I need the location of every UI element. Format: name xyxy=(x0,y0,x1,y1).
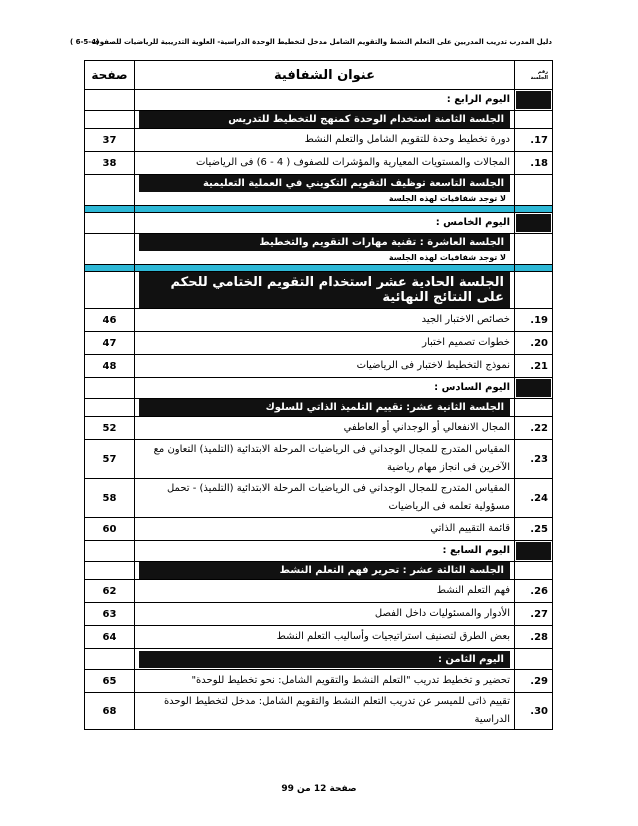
day-row xyxy=(85,541,553,562)
item-page: 65 xyxy=(85,670,135,693)
table-row xyxy=(85,309,553,332)
item-number: 22. xyxy=(515,417,553,440)
session-row xyxy=(85,175,553,206)
item-number: 30. xyxy=(515,693,553,730)
item-title: المقياس المتدرج للمجال الوجداني فى الرياضيات المرحلة الابتدائية (التلميذ) - تحمل مسؤولية تعلمه فى الرياضيات xyxy=(135,479,515,518)
table-row xyxy=(85,670,553,693)
item-number: 17. xyxy=(515,129,553,152)
table-row xyxy=(85,355,553,378)
item-title: المقياس المتدرج للمجال الوجداني فى الرياضيات المرحلة الابتدائية (التلميذ) التعاون مع الآخرين فى انجاز مهام رياضية xyxy=(135,440,515,479)
item-title: المجال الانفعالي أو الوجداني أو العاطفي xyxy=(135,417,515,440)
session-title: الجلسة الثامنة استخدام الوحدة كمنهج للتخطيط للتدريس xyxy=(139,111,510,128)
session-row xyxy=(85,234,553,265)
table-row xyxy=(85,580,553,603)
session-row xyxy=(85,562,553,580)
day-label: اليوم السادس : xyxy=(135,378,515,399)
session-title: الجلسة الثانية عشر: تقييم التلميذ الذاتي للسلوك xyxy=(139,399,510,416)
day-marker xyxy=(516,542,551,560)
item-number: 27. xyxy=(515,603,553,626)
day-marker xyxy=(516,91,551,109)
item-title: خصائص الاختبار الجيد xyxy=(135,309,515,332)
item-title: نموذج التخطيط لاختبار فى الرياضيات xyxy=(135,355,515,378)
item-title: قائمة التقييم الذاتي xyxy=(135,518,515,541)
day-label: اليوم الرابع : xyxy=(135,90,515,111)
item-page: 38 xyxy=(85,152,135,175)
item-number: 29. xyxy=(515,670,553,693)
no-slides-note: لا توجد شفافيات لهذه الجلسة xyxy=(388,194,506,203)
column-header-num: رقم الجلسة xyxy=(515,61,553,90)
separator xyxy=(85,206,553,213)
column-header-title: عنوان الشفافية xyxy=(135,61,515,90)
table-row xyxy=(85,152,553,175)
item-number: 18. xyxy=(515,152,553,175)
table-row xyxy=(85,417,553,440)
item-title: تقييم ذاتى للميسر عن تدريب التعلم النشط والتقويم الشامل: مدخل لتخطيط الوحدة الدراسية xyxy=(135,693,515,730)
item-title: بعض الطرق لتصنيف استراتيجيات وأساليب التعلم النشط xyxy=(135,626,515,649)
item-page: 37 xyxy=(85,129,135,152)
item-title: فهم التعلم النشط xyxy=(135,580,515,603)
session-title: الجلسة العاشرة : تقنية مهارات التقويم والتخطيط xyxy=(139,234,510,251)
item-number: 19. xyxy=(515,309,553,332)
item-number: 25. xyxy=(515,518,553,541)
table-row xyxy=(85,626,553,649)
no-slides-note: لا توجد شفافيات لهذه الجلسة xyxy=(388,253,506,262)
session-row xyxy=(85,399,553,417)
page-footer: صفحة 12 من 99 xyxy=(281,784,357,794)
item-page: 68 xyxy=(85,693,135,730)
table-row xyxy=(85,129,553,152)
contents-table xyxy=(84,60,553,730)
item-number: 24. xyxy=(515,479,553,518)
day-label: اليوم السابع : xyxy=(135,541,515,562)
item-title: المجالات والمستويات المعيارية والمؤشرات للصفوف ( 4 - 6) فى الرياضيات xyxy=(135,152,515,175)
table-row xyxy=(85,693,553,730)
table-row xyxy=(85,603,553,626)
item-page: 64 xyxy=(85,626,135,649)
item-page: 46 xyxy=(85,309,135,332)
item-title: خطوات تصميم اختبار xyxy=(135,332,515,355)
item-number: 26. xyxy=(515,580,553,603)
item-page: 60 xyxy=(85,518,135,541)
column-header-page: صفحة xyxy=(85,61,135,90)
item-page: 52 xyxy=(85,417,135,440)
day-row xyxy=(85,649,553,670)
day-row xyxy=(85,378,553,399)
session-title: الجلسة الحادية عشر استخدام التقويم الختامي للحكم على النتائج النهائية xyxy=(139,272,510,308)
table-row xyxy=(85,479,553,518)
day-marker xyxy=(516,379,551,397)
day-label: اليوم الخامس : xyxy=(135,213,515,234)
item-page: 62 xyxy=(85,580,135,603)
header-code: ( 6-5-4) xyxy=(70,38,100,46)
table-row xyxy=(85,332,553,355)
session-title: الجلسة التاسعة توظيف التقويم التكويني في العملية التعليمية xyxy=(139,175,510,192)
day-marker xyxy=(516,214,551,232)
day-label: اليوم الثامن : xyxy=(139,651,510,668)
item-number: 20. xyxy=(515,332,553,355)
table-header xyxy=(85,61,553,90)
header-title: دليل المدرب تدريب المدربين على التعلم النشط والتقويم الشامل مدخل لتخطيط الوحدة الدراسية- العلوية التدريبية للرياضيات للصفوف xyxy=(91,38,552,46)
table-row xyxy=(85,518,553,541)
day-row xyxy=(85,213,553,234)
item-page: 58 xyxy=(85,479,135,518)
item-number: 23. xyxy=(515,440,553,479)
session-title: الجلسة الثالثة عشر : تحرير فهم التعلم النشط xyxy=(139,562,510,579)
item-number: 28. xyxy=(515,626,553,649)
item-page: 63 xyxy=(85,603,135,626)
item-title: تحضير و تخطيط تدريب "التعلم النشط والتقويم الشامل: نحو تخطيط للوحدة" xyxy=(135,670,515,693)
item-title: دورة تخطيط وحدة للتقويم الشامل والتعلم النشط xyxy=(135,129,515,152)
item-page: 47 xyxy=(85,332,135,355)
separator xyxy=(85,265,553,272)
table-row xyxy=(85,440,553,479)
session-row xyxy=(85,272,553,309)
item-title: الأدوار والمسئوليات داخل الفصل xyxy=(135,603,515,626)
session-row xyxy=(85,111,553,129)
item-page: 57 xyxy=(85,440,135,479)
day-row xyxy=(85,90,553,111)
item-page: 48 xyxy=(85,355,135,378)
item-number: 21. xyxy=(515,355,553,378)
